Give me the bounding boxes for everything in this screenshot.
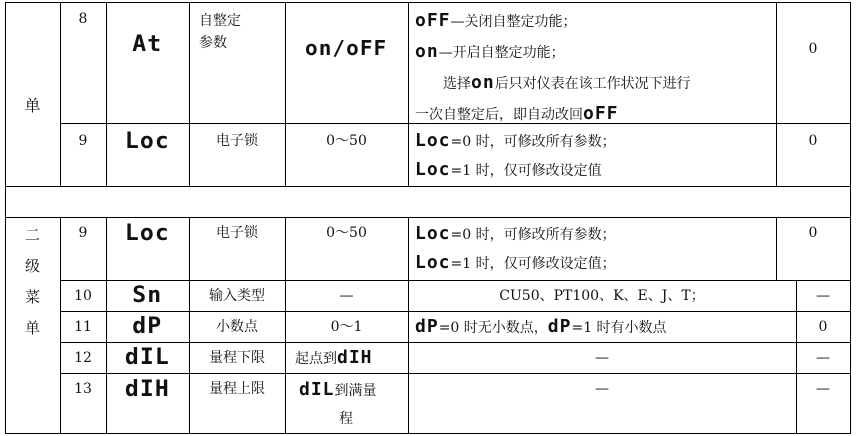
default-value: 0 <box>818 319 828 335</box>
parameter-table <box>5 2 850 434</box>
parameter-description: Loc=0 时，可修改所有参数； Loc=1 时，仅可修改设定值 <box>415 130 616 180</box>
parameter-range: — <box>339 288 354 304</box>
parameter-range: 0～1 <box>330 319 363 335</box>
parameter-code: dIH <box>125 377 170 402</box>
parameter-name: 输入类型 <box>209 288 265 304</box>
parameter-name: 小数点 <box>216 319 258 335</box>
row-number: 9 <box>78 133 88 149</box>
default-value: 0 <box>808 133 818 149</box>
row-number: 13 <box>74 381 92 397</box>
parameter-range: on/oFF <box>305 36 388 60</box>
parameter-code: Sn <box>132 283 163 308</box>
parameter-description: — <box>595 381 609 397</box>
parameter-code: dIL <box>125 345 170 370</box>
default-value: — <box>816 381 830 397</box>
parameter-description: oFF—关闭自整定功能； on—开启自整定功能； 选择on后只对仪表在该工作状况下进行 一次自整定后，即自动改回oFF <box>415 10 691 124</box>
parameter-description: CU50、PT100、K、E、J、T； <box>499 288 705 304</box>
parameter-name: 量程下限 <box>209 350 265 366</box>
default-value: — <box>816 288 830 304</box>
row-number: 9 <box>78 225 88 241</box>
default-value: 0 <box>808 41 818 57</box>
group-label-first: 单 <box>24 96 41 115</box>
parameter-name: 电子锁 <box>216 225 258 241</box>
parameter-code: Loc <box>125 221 170 246</box>
row-number: 11 <box>74 319 92 335</box>
parameter-name: 量程上限 <box>209 381 265 397</box>
row-number: 12 <box>74 350 92 366</box>
parameter-name: 电子锁 <box>216 133 258 149</box>
row-number: 10 <box>74 288 92 304</box>
parameter-code: At <box>132 32 163 57</box>
parameter-name: 自整定 参数 <box>199 13 241 51</box>
parameter-range: 起点到dIH <box>295 347 373 368</box>
default-value: — <box>816 350 830 366</box>
parameter-code: Loc <box>125 129 170 154</box>
group-label-second: 二 级 菜 单 <box>24 226 40 337</box>
parameter-range: dIL到满量 程 <box>299 379 377 427</box>
parameter-range: 0～50 <box>326 133 367 149</box>
parameter-description: Loc=0 时，可修改所有参数； Loc=1 时，仅可修改设定值； <box>415 223 616 273</box>
parameter-range: 0～50 <box>326 225 367 241</box>
row-number: 8 <box>78 11 88 27</box>
default-value: 0 <box>808 225 818 241</box>
parameter-description: — <box>595 350 609 366</box>
parameter-description: dP=0 时无小数点，dP=1 时有小数点 <box>415 316 667 337</box>
parameter-code: dP <box>132 314 163 339</box>
